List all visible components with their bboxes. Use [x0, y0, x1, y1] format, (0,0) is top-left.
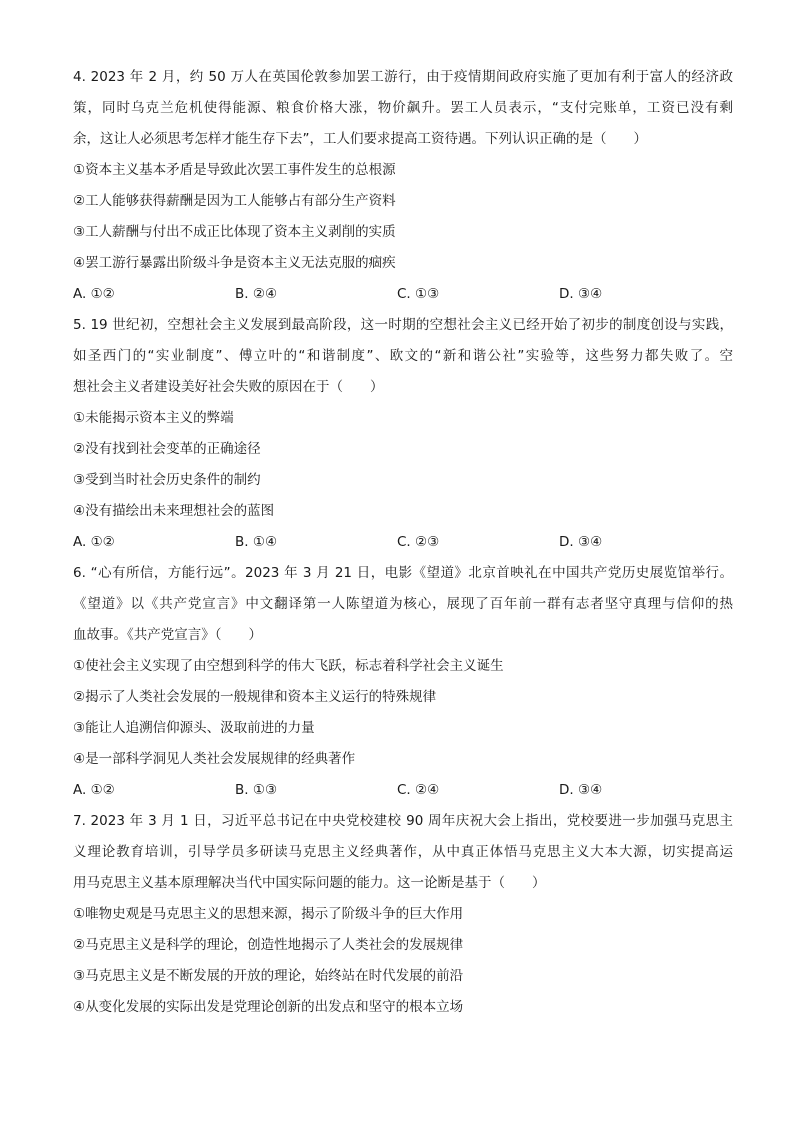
question-stem-line: 血故事。《共产党宣言》（ ） [73, 627, 262, 643]
statement-item: ②工人能够获得薪酬是因为工人能够占有部分生产资料 [73, 193, 396, 209]
question-stem-line: 如圣西门的“实业制度”、傅立叶的“和谐制度”、欧文的“新和谐公社”实验等，这些努力都失败了。空 [73, 348, 733, 364]
question-7 [73, 806, 733, 1023]
question-stem-line: 5. 19 世纪初，空想社会主义发展到最高阶段，这一时期的空想社会主义已经开始了初步的制度创设与实践， [73, 317, 733, 333]
question-stem-line: 《望道》以《共产党宣言》中文翻译第一人陈望道为核心，展现了百年前一群有志者坚守真理与信仰的热 [73, 596, 733, 612]
question-6 [73, 558, 733, 806]
statement-item: ④从变化发展的实际出发是党理论创新的出发点和坚守的根本立场 [73, 999, 464, 1015]
answer-options [73, 279, 733, 310]
option-a[interactable]: A. ①② [73, 782, 115, 798]
option-b[interactable]: B. ①④ [235, 534, 278, 550]
option-a[interactable]: A. ①② [73, 286, 115, 302]
question-stem-line: 7. 2023 年 3 月 1 日，习近平总书记在中央党校建校 90 周年庆祝大会上指出，党校要进一步加强马克思主 [73, 813, 733, 829]
option-b[interactable]: B. ①③ [235, 782, 278, 798]
option-d[interactable]: D. ③④ [559, 534, 603, 550]
statement-item: ③能让人追溯信仰源头、汲取前进的力量 [73, 720, 315, 736]
statement-item: ③受到当时社会历史条件的制约 [73, 472, 261, 488]
statement-item: ②揭示了人类社会发展的一般规律和资本主义运行的特殊规律 [73, 689, 437, 705]
option-b[interactable]: B. ②④ [235, 286, 278, 302]
question-stem-line: 用马克思主义基本原理解决当代中国实际问题的能力。这一论断是基于（ ） [73, 875, 546, 891]
statement-item: ②马克思主义是科学的理论，创造性地揭示了人类社会的发展规律 [73, 937, 464, 953]
exam-page [73, 62, 733, 1023]
statement-item: ①资本主义基本矛盾是导致此次罢工事件发生的总根源 [73, 162, 396, 178]
statement-item: ④是一部科学洞见人类社会发展规律的经典著作 [73, 751, 356, 767]
question-stem-line: 义理论教育培训，引导学员多研读马克思主义经典著作，从中真正体悟马克思主义大本大源，切实提高运 [73, 844, 733, 860]
question-stem-line: 6. “心有所信，方能行远”。2023 年 3 月 21 日，电影《望道》北京首映礼在中国共产党历史展览馆举行。 [73, 565, 733, 581]
option-a[interactable]: A. ①② [73, 534, 115, 550]
question-5 [73, 310, 733, 558]
answer-options [73, 775, 733, 806]
statement-item: ①唯物史观是马克思主义的思想来源，揭示了阶级斗争的巨大作用 [73, 906, 464, 922]
question-stem-line: 4. 2023 年 2 月，约 50 万人在英国伦敦参加罢工游行，由于疫情期间政府实施了更加有利于富人的经济政 [73, 69, 733, 85]
answer-options [73, 527, 733, 558]
statement-item: ④罢工游行暴露出阶级斗争是资本主义无法克服的痼疾 [73, 255, 396, 271]
statement-item: ③工人薪酬与付出不成正比体现了资本主义剥削的实质 [73, 224, 396, 240]
statement-item: ③马克思主义是不断发展的开放的理论，始终站在时代发展的前沿 [73, 968, 464, 984]
option-d[interactable]: D. ③④ [559, 286, 603, 302]
question-4 [73, 62, 733, 310]
option-c[interactable]: C. ①③ [397, 286, 440, 302]
option-c[interactable]: C. ②③ [397, 534, 440, 550]
question-stem-line: 想社会主义者建设美好社会失败的原因在于（ ） [73, 379, 384, 395]
statement-item: ①未能揭示资本主义的弊端 [73, 410, 234, 426]
question-stem-line: 策，同时乌克兰危机使得能源、粮食价格大涨，物价飙升。罢工人员表示，“支付完账单，工资已没有剩 [73, 100, 733, 116]
statement-item: ②没有找到社会变革的正确途径 [73, 441, 261, 457]
option-c[interactable]: C. ②④ [397, 782, 440, 798]
statement-item: ①使社会主义实现了由空想到科学的伟大飞跃，标志着科学社会主义诞生 [73, 658, 504, 674]
option-d[interactable]: D. ③④ [559, 782, 603, 798]
question-stem-line: 余，这让人必须思考怎样才能生存下去”，工人们要求提高工资待遇。下列认识正确的是（ ） [73, 131, 647, 147]
statement-item: ④没有描绘出未来理想社会的蓝图 [73, 503, 275, 519]
